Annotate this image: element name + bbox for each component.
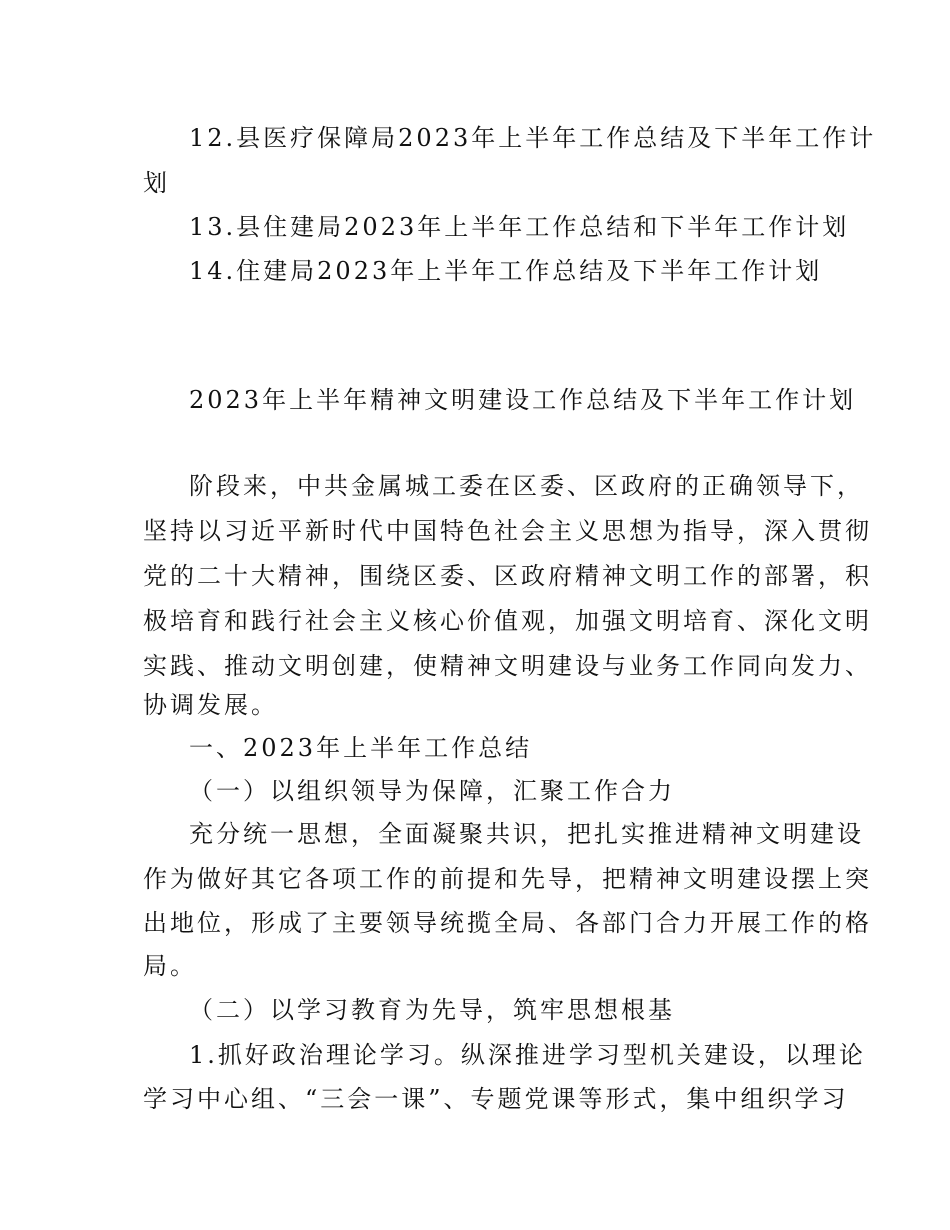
document-title: 2023年上半年精神文明建设工作总结及下半年工作计划: [189, 386, 857, 414]
subsection-heading-1: （一）以组织领导为保障，汇聚工作合力: [189, 777, 675, 805]
contents-item-13: 13.县住建局2023年上半年工作总结和下半年工作计划: [189, 213, 850, 241]
intro-line-4: 极培育和践行社会主义核心价值观，加强文明培育、深化文明: [143, 607, 872, 635]
sub1-line-1: 充分统一思想，全面凝聚共识，把扎实推进精神文明建设: [189, 820, 864, 848]
sub2-line-2: 学习中心组、“三会一课”、专题党课等形式，集中组织学习: [143, 1085, 849, 1113]
sub1-line-3: 出地位，形成了主要领导统揽全局、各部门合力开展工作的格: [143, 909, 872, 937]
contents-item-14: 14.住建局2023年上半年工作总结及下半年工作计划: [189, 257, 823, 285]
sub2-line-1: 1.抓好政治理论学习。纵深推进学习型机关建设，以理论: [189, 1041, 866, 1069]
intro-line-6: 协调发展。: [143, 691, 278, 719]
sub1-line-4: 局。: [143, 952, 197, 980]
sub1-line-2: 作为做好其它各项工作的前提和先导，把精神文明建设摆上突: [143, 865, 872, 893]
intro-line-2: 坚持以习近平新时代中国特色社会主义思想为指导，深入贯彻: [143, 517, 872, 545]
intro-line-1: 阶段来，中共金属城工委在区委、区政府的正确领导下，: [189, 472, 864, 500]
contents-item-12: 12.县医疗保障局2023年上半年工作总结及下半年工作计: [189, 124, 877, 152]
subsection-heading-2: （二）以学习教育为先导，筑牢思想根基: [189, 996, 675, 1024]
intro-line-3: 党的二十大精神，围绕区委、区政府精神文明工作的部署，积: [143, 562, 872, 590]
intro-line-5: 实践、推动文明创建，使精神文明建设与业务工作同向发力、: [143, 652, 872, 680]
section-heading-1: 一、2023年上半年工作总结: [189, 734, 533, 762]
contents-item-12-continued: 划: [143, 169, 170, 197]
